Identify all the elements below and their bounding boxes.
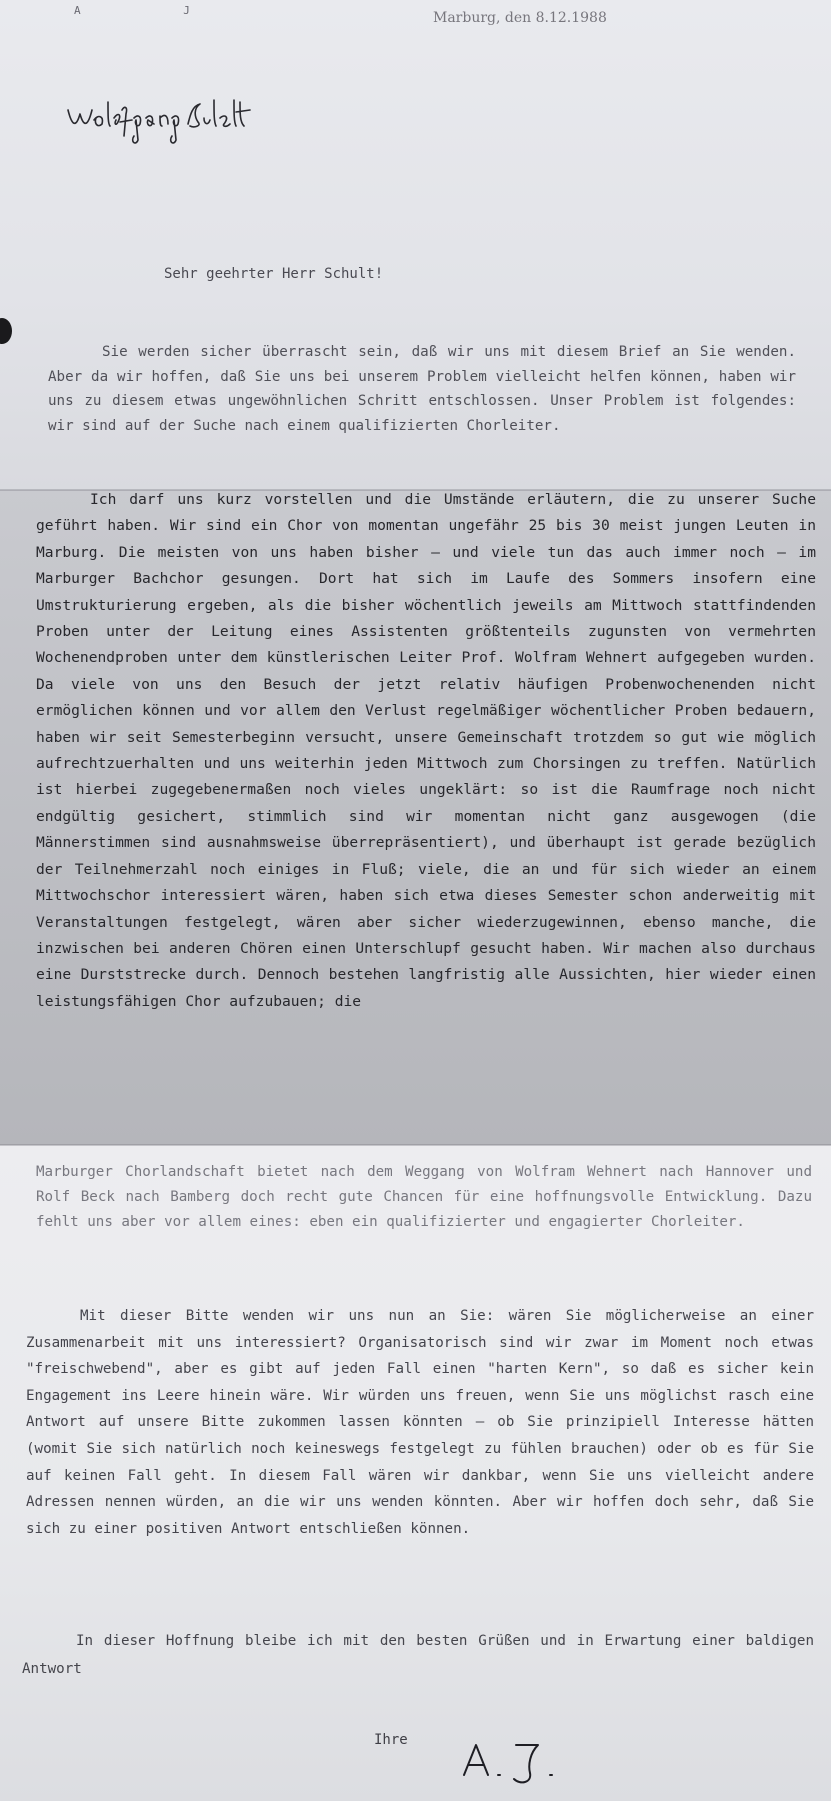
paper-fold-line bbox=[0, 1144, 831, 1146]
recipient-handwritten-name bbox=[64, 96, 304, 146]
paragraph-text: Ich darf uns kurz vorstellen und die Umstände erläutern, die zu unserer Suche geführt haben. Wir sind ein Chor von momentan ungefähr 25 bis 30 meist jungen Leuten in Marburg. Die meisten von uns haben bisher – und viele tun das auch immer noch – im Marburger Bachchor gesungen. Dort hat sich im Laufe des Sommers insofern eine Umstrukturierung ergeben, als die bisher wöchentlich jeweils am Mittwoch stattfindenden Proben unter der Leitung eines Assistenten größtenteils zugunsten von vermehrten Wochenendproben unter dem künstlerischen Leiter Prof. Wolfram Wehnert aufgegeben wurden. Da viele von uns den Besuch der jetzt relativ häufigen Probenwochenenden nicht ermöglichen können und vor allem den Verlust regelmäßiger wöchentlicher Proben bedauern, haben wir seit Semesterbeginn versucht, unsere Gemeinschaft trotzdem so gut wie möglich aufrechtzuerhalten und uns weiterhin jeden Mittwoch zum Chorsingen zu treffen. Natürlich ist hierbei zugegebenermaßen noch vieles ungeklärt: so ist die Raumfrage noch nicht endgültig gesichert, stimmlich sind wir momentan nicht ganz ausgewogen (die Männerstimmen sind ausnahmsweise überrepräsentiert), und überhaupt ist gerade bezüglich der Teilnehmerzahl noch einiges in Fluß; viele, die an und für sich wieder an einem Mittwochschor interessiert wären, haben sich etwa dieses Semester schon anderweitig mit Veranstaltungen festgelegt, wären aber sicher wiederzugewinnen, ebenso manche, die inzwischen bei anderen Chören einen Unterschlupf gesucht haben. Wir machen also durchaus eine Durststrecke durch. Dennoch bestehen langfristig alle Aussichten, hier wieder einen leistungsfähigen Chor aufzubauen; die bbox=[36, 491, 816, 1010]
header-initials: A J bbox=[74, 4, 238, 17]
letter-date: Marburg, den 8.12.1988 bbox=[433, 10, 607, 26]
paragraph-continuation bbox=[36, 1160, 812, 1234]
paragraph-request bbox=[26, 1303, 814, 1542]
paragraph-text: Mit dieser Bitte wenden wir uns nun an Sie: wären Sie möglicherweise an einer Zusammenarbeit mit uns interessiert? Organisatorisch sind wir zwar im Moment noch etwas "freischwebend", aber es gibt auf jeden Fall einen "harten Kern", so daß es sicher kein Engagement ins Leere hinein wäre. Wir würden uns freuen, wenn Sie uns möglichst rasch eine Antwort auf unsere Bitte zukommen lassen könnten – ob Sie prinzipiell Interesse hätten (womit Sie sich natürlich noch keineswegs festgelegt zu fühlen brauchen) oder ob es für Sie auf keinen Fall geht. In diesem Fall wären wir dankbar, wenn Sie uns vielleicht andere Adressen nennen würden, an die wir uns wenden könnten. Aber wir hoffen doch sehr, daß Sie sich zu einer positiven Antwort entschließen können. bbox=[26, 1308, 814, 1537]
salutation: Sehr geehrter Herr Schult! bbox=[164, 266, 384, 282]
sender-handwritten-signature bbox=[458, 1735, 568, 1789]
paragraph-text: Sie werden sicher überrascht sein, daß wir uns mit diesem Brief an Sie wenden. Aber da wir hoffen, daß Sie uns bei unserem Problem vielleicht helfen können, haben wir uns zu diesem etwas ungewöhnlichen Schritt entschlossen. Unser Problem ist folgendes: wir sind auf der Suche nach einem qualifizierten Chorleiter. bbox=[48, 344, 796, 434]
paragraph-text: In dieser Hoffnung bleibe ich mit den besten Grüßen und in Erwartung einer baldigen Antwort bbox=[22, 1633, 814, 1677]
paragraph-text: Marburger Chorlandschaft bietet nach dem Weggang von Wolfram Wehnert nach Hannover und Rolf Beck nach Bamberg doch recht gute Chancen für eine hoffnungsvolle Entwicklung. Dazu fehlt uns aber vor allem eines: eben ein qualifizierter und engagierter Chorleiter. bbox=[36, 1164, 812, 1230]
paragraph-background bbox=[36, 487, 816, 1015]
paragraph-intro bbox=[48, 340, 796, 438]
paragraph-closing bbox=[22, 1627, 814, 1683]
closing-word: Ihre bbox=[374, 1732, 408, 1748]
